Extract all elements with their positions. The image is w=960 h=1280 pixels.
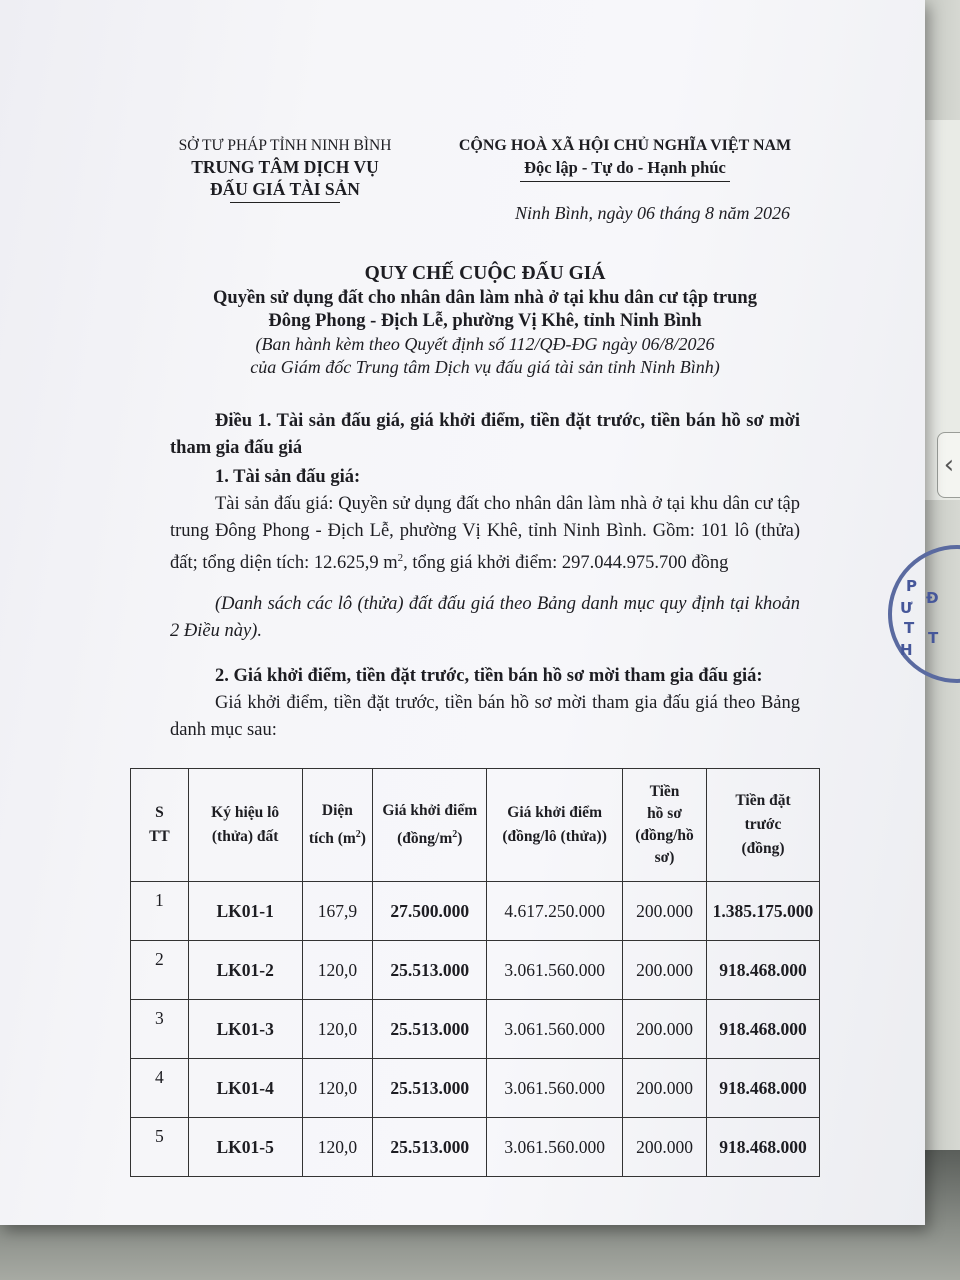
- title-note1: (Ban hành kèm theo Quyết định số 112/QĐ-ĐG ngày 06/8/2026: [255, 334, 715, 354]
- cell-price-lot: 3.061.560.000: [487, 1059, 623, 1118]
- cell-fee: 200.000: [623, 882, 707, 941]
- section-2-text: Giá khởi điểm, tiền đặt trước, tiền bán hồ sơ mời tham gia đấu giá theo Bảng danh mục sau:: [170, 693, 800, 741]
- cell-lot: LK01-1: [188, 882, 302, 941]
- org-name: SỞ TƯ PHÁP TỈNH NINH BÌNH: [178, 137, 392, 154]
- title-line2: Quyền sử dụng đất cho nhân dân làm nhà ở tại khu dân cư tập trung: [213, 288, 757, 308]
- col-header-stt: S TT: [131, 769, 189, 882]
- unit-name-line1: TRUNG TÂM DỊCH VỤ: [191, 157, 379, 177]
- seal-letter: T: [904, 619, 915, 637]
- header-right-underline: [520, 181, 730, 182]
- col-header-deposit: Tiền đặt trước (đồng): [706, 769, 819, 882]
- document-title: [140, 262, 830, 379]
- header-left: [140, 135, 430, 203]
- section-1-text: [170, 491, 800, 577]
- table-row: [131, 1000, 820, 1059]
- section-1-heading: 1. Tài sản đấu giá:: [215, 467, 361, 487]
- cell-area: 167,9: [302, 882, 373, 941]
- cell-fee: 200.000: [623, 1059, 707, 1118]
- cell-price-m2: 25.513.000: [373, 1000, 487, 1059]
- cell-price-m2: 25.513.000: [373, 1118, 487, 1177]
- seal-letter: T: [928, 629, 939, 647]
- cell-deposit: 918.468.000: [706, 1000, 819, 1059]
- cell-price-lot: 4.617.250.000: [487, 882, 623, 941]
- cell-stt: 3: [131, 1000, 189, 1059]
- seal-letter: Đ: [926, 589, 939, 607]
- title-main: QUY CHẾ CUỘC ĐẤU GIÁ: [364, 263, 606, 284]
- cell-price-lot: 3.061.560.000: [487, 1000, 623, 1059]
- cell-price-m2: 25.513.000: [373, 1059, 487, 1118]
- table-row: [131, 941, 820, 1000]
- table-row: [131, 882, 820, 941]
- table-header-row: [131, 769, 820, 882]
- cell-price-m2: 27.500.000: [373, 882, 487, 941]
- cell-area: 120,0: [302, 1118, 373, 1177]
- cell-deposit: 918.468.000: [706, 1059, 819, 1118]
- seal-letter: H: [900, 641, 913, 659]
- cell-lot: LK01-2: [188, 941, 302, 1000]
- cell-price-lot: 3.061.560.000: [487, 1118, 623, 1177]
- chevron-left-icon[interactable]: ‹: [937, 432, 960, 498]
- section-1-text-b: , tổng giá khởi điểm: 297.044.975.700 đồng: [403, 553, 729, 574]
- cell-stt: 5: [131, 1118, 189, 1177]
- cell-lot: LK01-5: [188, 1118, 302, 1177]
- article-1-heading: Điều 1. Tài sản đấu giá, giá khởi điểm, tiền đặt trước, tiền bán hồ sơ mời tham gia đấu giá: [170, 411, 800, 458]
- cell-fee: 200.000: [623, 1000, 707, 1059]
- table-row: [131, 1118, 820, 1177]
- cell-price-m2: 25.513.000: [373, 941, 487, 1000]
- section-2-heading: 2. Giá khởi điểm, tiền đặt trước, tiền bán hồ sơ mời tham gia đấu giá:: [215, 666, 763, 687]
- lot-price-table: [130, 768, 820, 1177]
- cell-stt: 4: [131, 1059, 189, 1118]
- cell-deposit: 1.385.175.000: [706, 882, 819, 941]
- title-note2: của Giám đốc Trung tâm Dịch vụ đấu giá tài sản tỉnh Ninh Bình): [250, 357, 720, 377]
- section-1-text-a: Tài sản đấu giá: Quyền sử dụng đất cho nhân dân làm nhà ở tại khu dân cư tập trung Đông Phong - Địch Lễ, phường Vị Khê, tỉnh Ninh Bình. Gồm: 101 lô (thửa) đất; tổng diện tích: 12.625,9 m: [170, 494, 800, 574]
- cell-fee: 200.000: [623, 1118, 707, 1177]
- col-header-price-m2: Giá khởi điểm $(đồng/m^2)$: [373, 769, 487, 882]
- cell-area: 120,0: [302, 1059, 373, 1118]
- col-header-price-lot: Giá khởi điểm (đồng/lô (thửa)): [487, 769, 623, 882]
- title-line3: Đông Phong - Địch Lễ, phường Vị Khê, tỉnh Ninh Bình: [268, 311, 702, 331]
- cell-deposit: 918.468.000: [706, 941, 819, 1000]
- cell-stt: 2: [131, 941, 189, 1000]
- section-1-note: (Danh sách các lô (thửa) đất đấu giá theo Bảng danh mục quy định tại khoản 2 Điều này).: [170, 594, 800, 642]
- nation-name: CỘNG HOÀ XÃ HỘI CHỦ NGHĨA VIỆT NAM: [458, 137, 792, 154]
- col-header-fee: Tiền hồ sơ (đồng/hồ sơ): [623, 769, 707, 882]
- cell-area: 120,0: [302, 941, 373, 1000]
- cell-lot: LK01-4: [188, 1059, 302, 1118]
- unit-superscript: 2: [397, 552, 404, 564]
- cell-deposit: 918.468.000: [706, 1118, 819, 1177]
- col-header-area: Diện tích $(m^2)$: [302, 769, 373, 882]
- seal-letter: P: [906, 577, 917, 595]
- table-row: [131, 1059, 820, 1118]
- cell-stt: 1: [131, 882, 189, 941]
- cell-area: 120,0: [302, 1000, 373, 1059]
- national-motto: Độc lập - Tự do - Hạnh phúc: [524, 158, 726, 177]
- cell-price-lot: 3.061.560.000: [487, 941, 623, 1000]
- date-line: Ninh Bình, ngày 06 tháng 8 năm 2026: [515, 203, 790, 223]
- unit-name-line2: ĐẤU GIÁ TÀI SẢN: [210, 179, 360, 199]
- header-left-underline: [230, 202, 340, 203]
- col-header-lot: Ký hiệu lô (thửa) đất: [188, 769, 302, 882]
- cell-lot: LK01-3: [188, 1000, 302, 1059]
- seal-letter: Ư: [900, 599, 913, 617]
- cell-fee: 200.000: [623, 941, 707, 1000]
- article-1: [170, 408, 800, 744]
- header-right: [440, 135, 810, 182]
